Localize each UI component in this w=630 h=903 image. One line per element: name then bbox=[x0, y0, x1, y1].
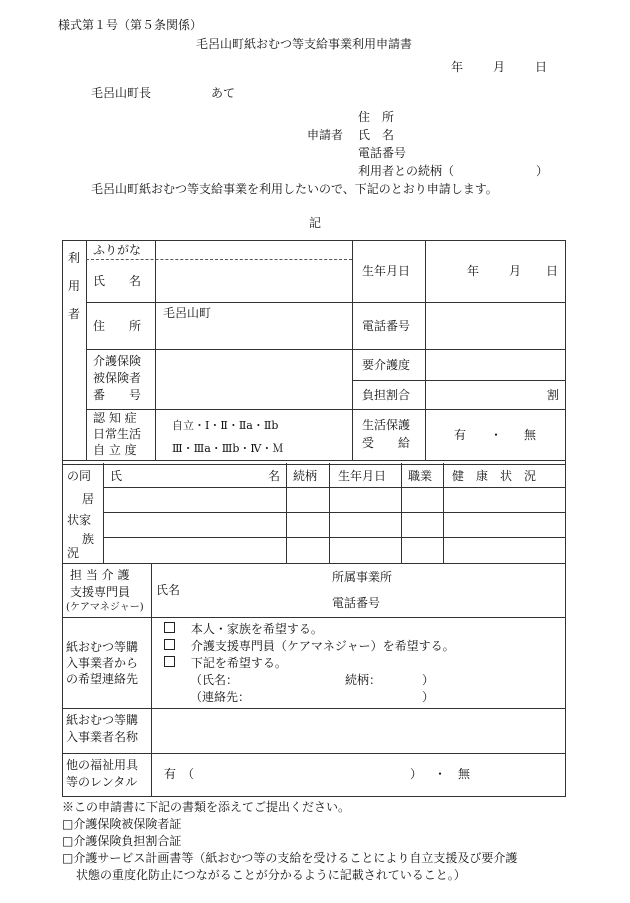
applicant-relation-label: 利用者との続柄（ bbox=[358, 164, 455, 178]
family-side-4: 族 bbox=[82, 532, 95, 546]
user-address-label: 住 所 bbox=[93, 319, 142, 333]
family-side-3: 状家 bbox=[67, 513, 92, 527]
date-year-label: 年 bbox=[451, 60, 464, 74]
welfare-no: 無 bbox=[524, 428, 537, 442]
notes-item-3-cont: 状態の重度化防止につながることが分かるように記載されていること。） bbox=[76, 868, 466, 882]
family-col-health: 健 康 状 況 bbox=[452, 469, 537, 483]
welfare-label-2: 受 給 bbox=[362, 436, 411, 450]
applicant-name-label: 氏 名 bbox=[358, 128, 395, 142]
contact-label-1: 紙おむつ等購 bbox=[66, 640, 139, 654]
form-title: 毛呂山町紙おむつ等支給事業利用申請書 bbox=[196, 37, 413, 51]
family-side-2: 居 bbox=[82, 492, 95, 506]
dementia-options-1: 自立・Ⅰ・Ⅱ・Ⅱa・Ⅱb bbox=[172, 419, 279, 432]
checkbox-other[interactable] bbox=[164, 656, 175, 667]
welfare-separator: ・ bbox=[490, 428, 503, 442]
rental-label-1: 他の福祉用具 bbox=[66, 758, 139, 772]
applicant-label: 申請者 bbox=[307, 128, 344, 142]
user-phone-label: 電話番号 bbox=[362, 319, 411, 333]
contact-option-other-label: 下記を希望する。 bbox=[190, 656, 287, 670]
family-col-relation: 続柄 bbox=[293, 469, 318, 483]
dementia-label-2: 日常生活 bbox=[93, 427, 142, 441]
welfare-yes: 有 bbox=[454, 428, 467, 442]
family-col-job: 職業 bbox=[408, 469, 433, 483]
contact-sub-contact-close: ） bbox=[422, 690, 435, 704]
contact-sub-name: （氏名： bbox=[190, 673, 239, 687]
insurance-label-1: 介護保険 bbox=[93, 354, 142, 368]
care-manager-label-3: (ケアマネジャー) bbox=[66, 602, 144, 613]
contact-option-care-manager[interactable] bbox=[164, 639, 455, 653]
insurance-label-3: 番 号 bbox=[93, 388, 142, 402]
date-month-label: 月 bbox=[493, 60, 506, 74]
user-address-value: 毛呂山町 bbox=[163, 306, 212, 320]
care-manager-office-label: 所属事業所 bbox=[332, 570, 393, 584]
welfare-label-1: 生活保護 bbox=[362, 418, 411, 432]
furigana-label: ふりがな bbox=[93, 243, 142, 257]
notes-intro: ※この申請書に下記の書類を添えてご提出ください。 bbox=[62, 800, 351, 814]
contact-option-self[interactable] bbox=[164, 622, 323, 636]
notes-item-1: □介護保険被保険者証 bbox=[62, 817, 182, 831]
dementia-label-1: 認 知 症 bbox=[93, 411, 137, 425]
form-number: 様式第１号（第５条関係） bbox=[58, 18, 203, 32]
birth-year: 年 bbox=[467, 264, 480, 278]
family-col-given: 名 bbox=[268, 469, 281, 483]
vendor-label-1: 紙おむつ等購 bbox=[66, 713, 139, 727]
contact-sub-name-close: ） bbox=[422, 673, 435, 687]
contact-option-other[interactable] bbox=[164, 656, 287, 670]
family-side-5: 況 bbox=[67, 546, 80, 560]
contact-option-self-label: 本人・家族を希望する。 bbox=[190, 622, 323, 636]
dementia-label-3: 自 立 度 bbox=[93, 443, 137, 457]
birth-label: 生年月日 bbox=[362, 264, 411, 278]
contact-label-2: 入事業者から bbox=[66, 656, 139, 670]
contact-sub-contact: （連絡先： bbox=[190, 690, 251, 704]
rental-separator: ・ bbox=[434, 767, 447, 781]
birth-month: 月 bbox=[509, 264, 522, 278]
rental-close: ） bbox=[410, 767, 423, 781]
application-statement: 毛呂山町紙おむつ等支給事業を利用したいので、下記のとおり申請します。 bbox=[91, 182, 498, 196]
care-manager-name-label: 氏名 bbox=[156, 583, 181, 597]
family-col-birth: 生年月日 bbox=[338, 469, 387, 483]
user-side-label: 利用者 bbox=[68, 251, 81, 321]
checkbox-self[interactable] bbox=[164, 622, 175, 633]
checkbox-care-manager[interactable] bbox=[164, 639, 175, 650]
burden-label: 負担割合 bbox=[362, 388, 411, 402]
applicant-phone-label: 電話番号 bbox=[358, 146, 407, 160]
rental-no: 無 bbox=[458, 767, 471, 781]
addressee: 毛呂山町長 bbox=[91, 86, 152, 100]
contact-sub-relation: 続柄： bbox=[345, 673, 382, 687]
date-day-label: 日 bbox=[535, 60, 548, 74]
rental-label-2: 等のレンタル bbox=[66, 775, 138, 789]
applicant-relation-close: ） bbox=[536, 164, 549, 178]
notes-item-2: □介護保険負担割合証 bbox=[62, 834, 182, 848]
care-manager-phone-label: 電話番号 bbox=[332, 596, 381, 610]
family-side-1: の同 bbox=[67, 469, 92, 483]
care-manager-label-1: 担 当 介 護 bbox=[70, 568, 130, 582]
burden-unit: 割 bbox=[547, 388, 560, 402]
family-col-surname: 氏 bbox=[110, 469, 123, 483]
applicant-address-label: 住 所 bbox=[358, 110, 395, 124]
birth-day: 日 bbox=[546, 264, 559, 278]
contact-option-care-manager-label: 介護支援専門員（ケアマネジャー）を希望する。 bbox=[190, 639, 455, 653]
rental-yes: 有 （ bbox=[164, 767, 195, 781]
contact-label-3: の希望連絡先 bbox=[66, 672, 139, 686]
user-name-label: 氏 名 bbox=[93, 274, 142, 288]
care-level-label: 要介護度 bbox=[362, 358, 411, 372]
insurance-label-2: 被保険者 bbox=[93, 371, 142, 385]
vendor-label-2: 入事業者名称 bbox=[66, 730, 139, 744]
notes-item-3: □介護サービス計画書等（紙おむつ等の支給を受けることにより自立支援及び要介護 bbox=[62, 851, 518, 865]
care-manager-label-2: 支援専門員 bbox=[70, 585, 131, 599]
dementia-options-2: Ⅲ・Ⅲa・Ⅲb・Ⅳ・Ｍ bbox=[172, 442, 284, 455]
ki-mark: 記 bbox=[309, 216, 322, 230]
addressee-suffix: あて bbox=[211, 86, 236, 100]
